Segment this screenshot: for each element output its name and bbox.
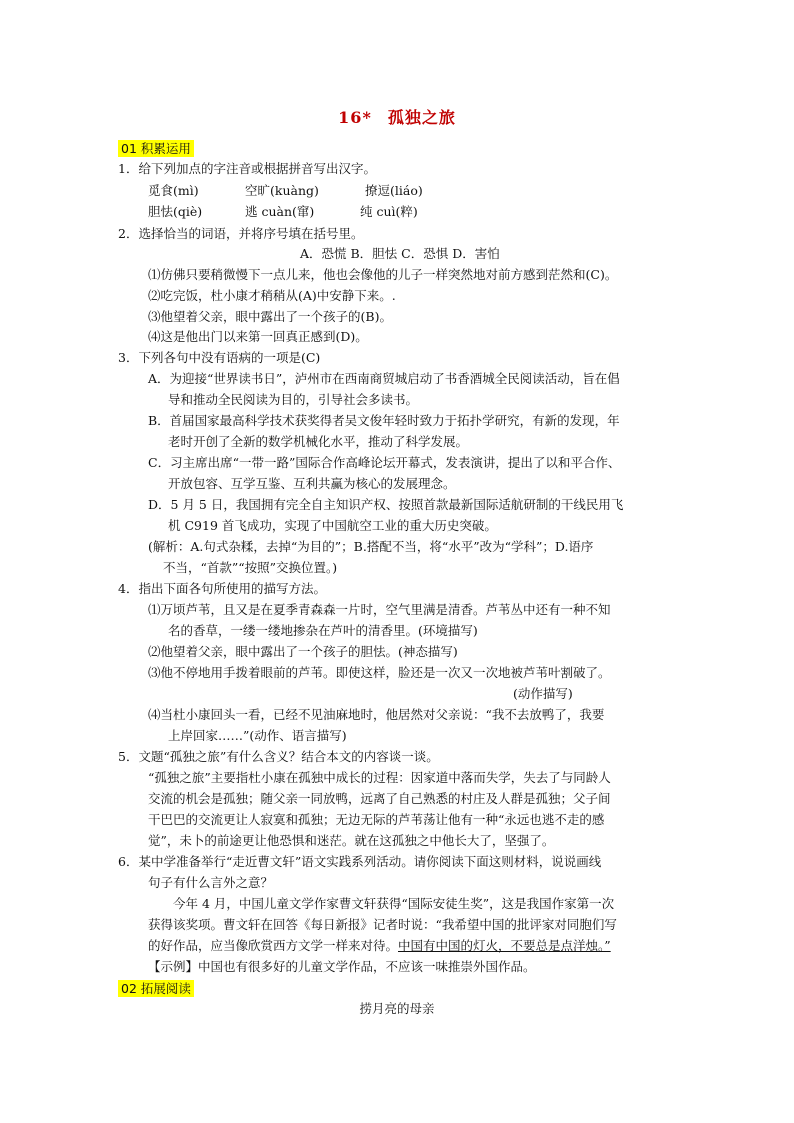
page-title	[0, 105, 794, 128]
q4-answer: (动作描写)	[513, 686, 573, 701]
q3-analysis: 不当，“首款”“按照”交换位置。)	[163, 560, 338, 575]
q2-sentence: ⑴仿佛只要稍微慢下一点儿来，他也会像他的儿子一样突然地对前方感到茫然和(C)。	[148, 267, 618, 282]
q4-sentence: ⑴万顷芦苇，且又是在夏季青森森一片时，空气里满是清香。芦苇丛中还有一种不知	[148, 602, 611, 617]
q6-stem: 6．某中学准备举行“走近曹文轩”语文实践系列活动。请你阅读下面这则材料，说说画线	[118, 854, 602, 869]
q4-stem: 4．指出下面各句所使用的描写方法。	[118, 581, 326, 596]
q3-option-a: 导和推动全民阅读为目的，引导社会多读书。	[168, 392, 419, 407]
q2-stem: 2．选择恰当的词语，并将序号填在括号里。	[118, 226, 364, 241]
q3-stem: 3．下列各句中没有语病的一项是(C)	[118, 350, 321, 365]
section-heading-accumulation: 01 积累运用	[118, 140, 194, 157]
q4-sentence: ⑷当杜小康回头一看，已经不见油麻地时，他居然对父亲说：“我不去放鸭了，我要	[148, 707, 605, 722]
q5-answer: 交流的机会是孤独；随父亲一同放鸭，远离了自己熟悉的村庄及人群是孤独；父子间	[148, 791, 611, 806]
q4-sentence: 上岸回家……”(动作、语言描写)	[168, 728, 347, 743]
q4-sentence: 名的香草，一缕一缕地掺杂在芦叶的清香里。(环境描写)	[168, 623, 478, 638]
lesson-number: 16*	[338, 108, 372, 127]
q1-item: 逃 cuàn(窜)	[245, 204, 315, 219]
q1-item: 空旷(kuàng)	[245, 183, 319, 198]
q6-stem: 句子有什么言外之意？	[148, 875, 274, 890]
q6-passage: 今年 4 月，中国儿童文学作家曹文轩获得“国际安徒生奖”，这是我国作家第一次	[173, 896, 615, 911]
q2-sentence: ⑶他望着父亲，眼中露出了一个孩子的(B)。	[148, 309, 392, 324]
q2-sentence: ⑷这是他出门以来第一回真正感到(D)。	[148, 329, 368, 344]
q1-item: 觅食(mì)	[148, 183, 199, 198]
q3-option-b: B．首届国家最高科学技术获奖得者吴文俊年轻时致力于拓扑学研究，有新的发现，年	[148, 413, 620, 428]
q6-example-answer: 【示例】中国也有很多好的儿童文学作品，不应该一味推崇外国作品。	[148, 959, 536, 974]
q6-underlined-sentence: 中国有中国的灯火，不要总是点洋烛。”	[398, 938, 611, 953]
q4-sentence: ⑵他望着父亲，眼中露出了一个孩子的胆怯。(神态描写)	[148, 644, 458, 659]
q3-option-a: A．为迎接“世界读书日”，泸州市在西南商贸城启动了书香酒城全民阅读活动，旨在倡	[148, 371, 620, 386]
q3-analysis: (解析：A.句式杂糅，去掉“为目的”；B.搭配不当，将“水平”改为“学科”；D.语序	[148, 539, 594, 554]
reading-title: 捞月亮的母亲	[359, 1001, 435, 1016]
q5-answer: 觉”，未卜的前途更让他恐惧和迷茫。就在这孤独之中他长大了，坚强了。	[148, 833, 555, 848]
q2-sentence: ⑵吃完饭，杜小康才稍稍从(A)中安静下来。.	[148, 288, 396, 303]
q3-option-c: C．习主席出席“一带一路”国际合作高峰论坛开幕式，发表演讲，提出了以和平合作、	[148, 455, 621, 470]
q3-option-d: 机 C919 首飞成功，实现了中国航空工业的重大历史突破。	[168, 518, 497, 533]
q1-item: 胆怯(qiè)	[148, 204, 203, 219]
q6-passage	[148, 937, 611, 955]
q4-sentence: ⑶他不停地用手拨着眼前的芦苇。即使这样，脸还是一次又一次地被芦苇叶割破了。	[148, 665, 611, 680]
lesson-title: 孤独之旅	[387, 108, 456, 127]
q3-option-c: 开放包容、互学互鉴、互利共赢为核心的发展理念。	[168, 476, 456, 491]
q1-item: 撩逗(liáo)	[365, 183, 423, 198]
section-heading-extended-reading: 02 拓展阅读	[118, 980, 194, 997]
q5-answer: “孤独之旅”主要指杜小康在孤独中成长的过程：因家道中落而失学，失去了与同龄人	[148, 770, 611, 785]
q3-option-d: D．5 月 5 日，我国拥有完全自主知识产权、按照首款最新国际适航研制的干线民用飞	[148, 497, 624, 512]
q5-answer: 干巴巴的交流更让人寂寞和孤独；无边无际的芦苇荡让他有一种“永远也逃不走的感	[148, 812, 605, 827]
q5-stem: 5．文题“孤独之旅”有什么含义？结合本文的内容谈一谈。	[118, 749, 439, 764]
q1-item: 纯 cuì(粹)	[360, 204, 418, 219]
q6-passage: 获得该奖项。曹文轩在回答《每日新报》记者时说：“我希望中国的批评家对同胞们写	[148, 917, 617, 932]
q6-passage-text: 的好作品，应当像欣赏西方文学一样来对待。	[148, 938, 399, 953]
q2-options: A．恐慌 B．胆怯 C．恐惧 D．害怕	[300, 246, 500, 261]
q3-option-b: 老时开创了全新的数学机械化水平，推动了科学发展。	[168, 434, 469, 449]
q1-stem: 1．给下列加点的字注音或根据拼音写出汉字。	[118, 161, 376, 176]
